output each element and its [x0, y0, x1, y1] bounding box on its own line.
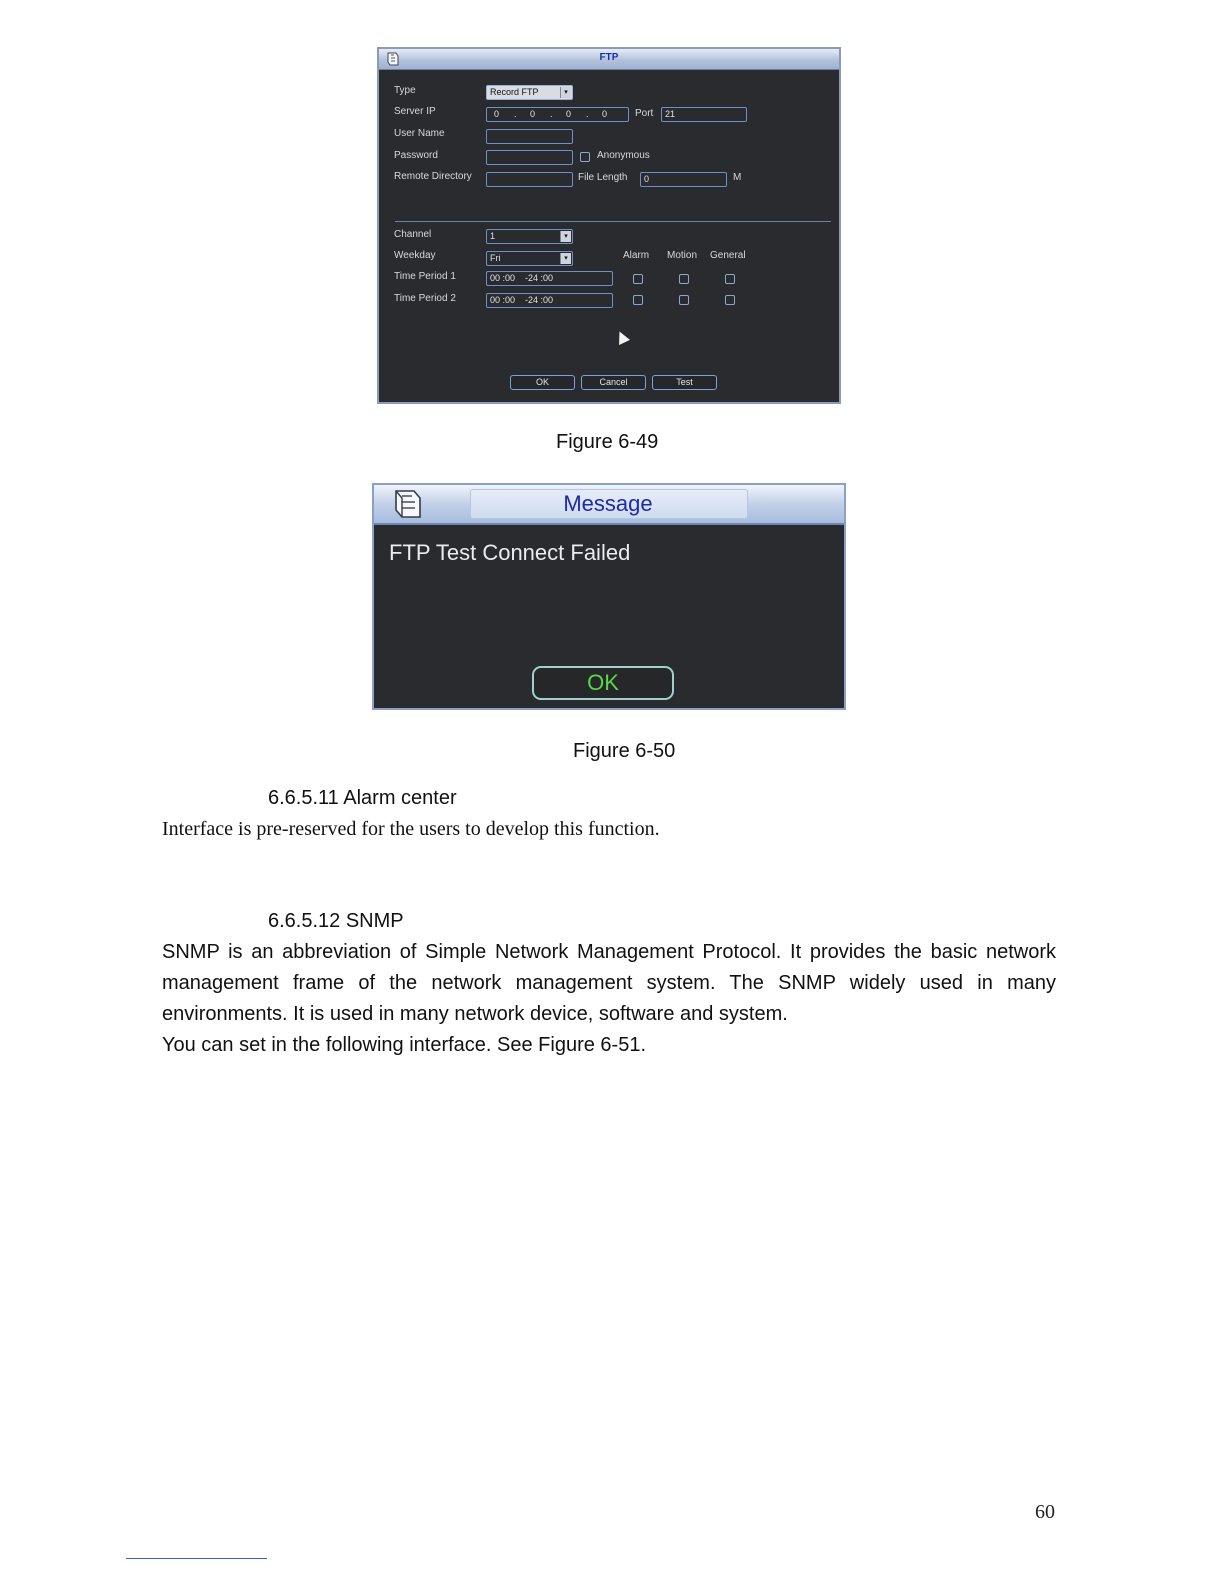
- ok-button[interactable]: OK: [510, 375, 575, 390]
- snmp-line-3: environments. It is used in many network device, software and system.: [162, 1003, 788, 1025]
- figure-caption: Figure 6-50: [573, 740, 676, 762]
- message-dialog: [372, 483, 846, 710]
- file-length-input[interactable]: 0: [640, 172, 727, 187]
- cancel-button[interactable]: Cancel: [581, 375, 646, 390]
- server-ip-label: Server IP: [394, 106, 436, 117]
- ip-octet-2[interactable]: 0: [530, 109, 536, 119]
- motion-column-header: Motion: [667, 250, 698, 261]
- figure-caption: Figure 6-49: [556, 431, 659, 453]
- footnote-separator: [126, 1558, 267, 1559]
- channel-select-value: 1: [490, 231, 496, 241]
- period-2-motion-checkbox[interactable]: [679, 295, 689, 305]
- snmp-line-4: You can set in the following interface. See Figure 6-51.: [162, 1034, 647, 1056]
- type-label: Type: [394, 85, 416, 96]
- alarm-column-header: Alarm: [623, 250, 650, 261]
- snmp-line-2: management frame of the network management system. The SNMP widely used in many: [162, 972, 1056, 994]
- remote-directory-label: Remote Directory: [394, 171, 472, 182]
- app-logo-icon: [388, 487, 426, 521]
- ok-button[interactable]: OK: [532, 666, 674, 700]
- type-select[interactable]: [486, 85, 573, 100]
- section-divider: [395, 221, 831, 222]
- alarm-center-paragraph: Interface is pre-reserved for the users to develop this function.: [162, 818, 660, 840]
- time-period-2-label: Time Period 2: [394, 293, 456, 304]
- password-label: Password: [394, 150, 438, 161]
- message-text: FTP Test Connect Failed: [389, 540, 631, 565]
- period-1-alarm-checkbox[interactable]: [633, 274, 643, 284]
- time-period-1-input[interactable]: 00 :00 -24 :00: [486, 271, 613, 286]
- chevron-down-icon: ▾: [560, 231, 571, 242]
- ip-dot: .: [514, 109, 517, 119]
- user-name-label: User Name: [394, 128, 445, 139]
- ftp-dialog: [377, 47, 841, 404]
- password-input[interactable]: [486, 150, 573, 165]
- ip-octet-3[interactable]: 0: [566, 109, 572, 119]
- ip-octet-1[interactable]: 0: [494, 109, 500, 119]
- port-label: Port: [635, 108, 654, 119]
- file-length-unit: M: [733, 172, 742, 183]
- period-2-general-checkbox[interactable]: [725, 295, 735, 305]
- anonymous-label: Anonymous: [597, 150, 650, 161]
- server-ip-input[interactable]: [486, 107, 629, 122]
- period-2-alarm-checkbox[interactable]: [633, 295, 643, 305]
- chevron-down-icon: ▾: [560, 87, 571, 98]
- ip-octet-4[interactable]: 0: [602, 109, 608, 119]
- ip-dot: .: [586, 109, 589, 119]
- time-period-2-input[interactable]: 00 :00 -24 :00: [486, 293, 613, 308]
- section-heading-alarm-center: 6.6.5.11 Alarm center: [268, 787, 457, 809]
- test-button[interactable]: Test: [652, 375, 717, 390]
- weekday-select-value: Fri: [490, 253, 501, 263]
- anonymous-checkbox[interactable]: [580, 152, 590, 162]
- remote-directory-input[interactable]: [486, 172, 573, 187]
- general-column-header: General: [710, 250, 746, 261]
- port-input[interactable]: 21: [661, 107, 747, 122]
- section-heading-snmp: 6.6.5.12 SNMP: [268, 910, 404, 932]
- user-name-input[interactable]: [486, 129, 573, 144]
- mouse-cursor-icon: [614, 329, 630, 345]
- ftp-title-bar: [379, 49, 839, 70]
- message-title: Message: [563, 491, 653, 516]
- weekday-label: Weekday: [394, 250, 436, 261]
- message-title-bar: [374, 485, 844, 525]
- channel-select[interactable]: [486, 229, 573, 244]
- snmp-line-1: SNMP is an abbreviation of Simple Network Management Protocol. It provides the basic network: [162, 941, 1056, 963]
- chevron-down-icon: ▾: [560, 253, 571, 264]
- time-period-1-label: Time Period 1: [394, 271, 456, 282]
- snmp-paragraph: [162, 937, 1056, 1061]
- ip-dot: .: [550, 109, 553, 119]
- page-number: 60: [1035, 1501, 1055, 1523]
- ftp-title: FTP: [599, 52, 619, 63]
- period-1-general-checkbox[interactable]: [725, 274, 735, 284]
- weekday-select[interactable]: [486, 251, 573, 266]
- file-length-label: File Length: [578, 172, 628, 183]
- period-1-motion-checkbox[interactable]: [679, 274, 689, 284]
- channel-label: Channel: [394, 229, 432, 240]
- type-select-value: Record FTP: [490, 87, 539, 97]
